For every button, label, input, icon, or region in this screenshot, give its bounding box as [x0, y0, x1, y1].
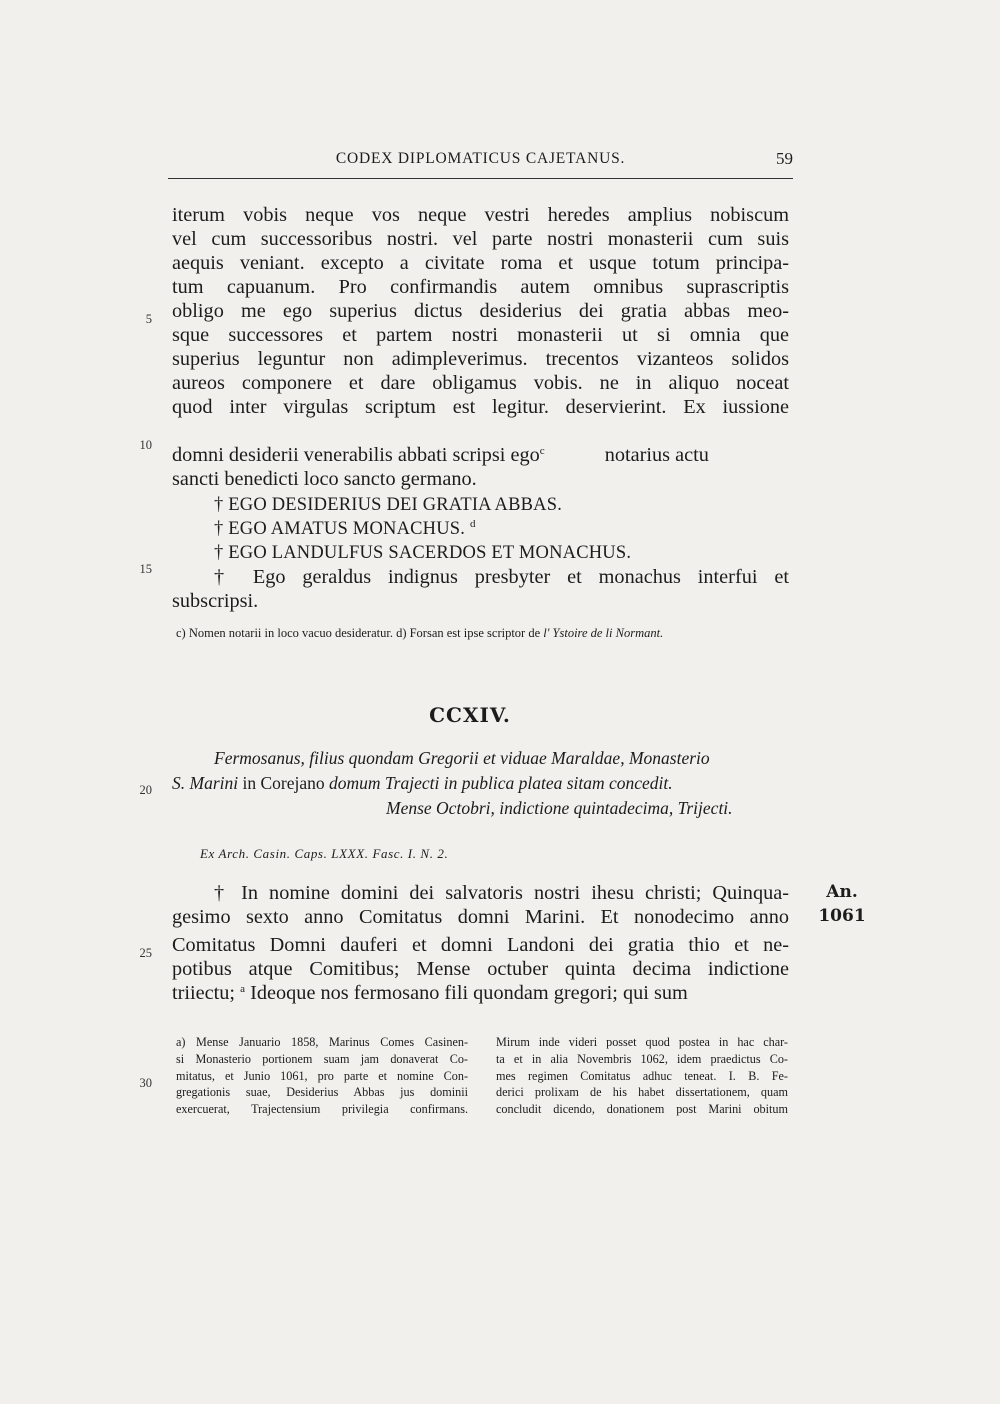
text-line: subscripsi.	[172, 590, 259, 612]
footnote-marker: d	[469, 518, 476, 530]
text-line: superius leguntur non adimpleverimus. trecentos vizanteos solidos	[172, 348, 789, 370]
text-segment: notarius actu	[604, 444, 709, 466]
text-segment: Ideoque nos fermosano fili quondam gregori; qui sum	[250, 982, 688, 1004]
subscription-line: † Ego geraldus indignus presbyter et monachus interfui et	[214, 566, 789, 588]
text-line: sancti benedicti loco sancto germano.	[172, 468, 477, 490]
running-header	[168, 148, 793, 179]
text-line: sque successores et partem nostri monasterii ut si omnia que	[172, 324, 789, 346]
footnote-line: exercuerat, Trajectensium privilegia confirmans.	[176, 1102, 468, 1117]
line-number: 10	[139, 438, 152, 452]
footnote-line: mitatus, et Junio 1061, pro parte et nomine Con-	[176, 1068, 468, 1083]
footnote-line: Mirum inde videri posset quod postea in hac char-	[496, 1035, 788, 1049]
line-number: 20	[139, 783, 152, 797]
page-number: 59	[776, 149, 793, 168]
footnote-column-left	[176, 1034, 468, 1135]
subscription-line: † EGO DESIDERIUS DEI GRATIA ABBAS.	[214, 495, 563, 515]
line-number: 15	[139, 562, 152, 576]
text-line: quod inter virgulas scriptum est legitur. deservierint. Ex iussione	[172, 396, 789, 418]
text-line: aequis veniant. excepto a civitate roma et usque totum principa-	[172, 252, 789, 274]
line-number: 30	[139, 1076, 152, 1090]
footnote-line: mes regimen Comitatus adhuc teneat. I. B. Fe-	[496, 1068, 788, 1083]
footnote-line: si Monasterio portionem suam jam donaverat Co-	[176, 1051, 468, 1066]
footnote-text: c) Nomen notarii in loco vacuo desideratur. d) Forsan est ipse scriptor de	[176, 626, 541, 640]
charter-number: CCXIV.	[429, 703, 511, 727]
footnote-line: a) Mense Januario 1858, Marinus Comes Casinen-	[176, 1035, 468, 1049]
text-line: Comitatus Domni dauferi et domni Landoni dei gratia thio et ne-	[172, 934, 789, 956]
text-line	[172, 419, 789, 443]
text-line: † In nomine domini dei salvatoris nostri ihesu christi; Quinqua-	[214, 882, 789, 904]
text-line: vel cum successoribus nostri. vel parte nostri monasterii cum suis	[172, 228, 789, 250]
summary-line: Fermosanus, filius quondam Gregorii et viduae Maraldae, Monasterio	[214, 748, 710, 768]
subscription-line	[214, 517, 831, 541]
footnote-title: l' Ystoire de li Normant.	[543, 626, 664, 640]
text-line: iterum vobis neque vos neque vestri heredes amplius nobiscum	[172, 204, 789, 226]
running-title: CODEX DIPLOMATICUS CAJETANUS.	[335, 150, 626, 167]
line-number: 5	[145, 312, 152, 326]
margin-year-value: 1061	[818, 906, 866, 926]
footnote-line: concludit dicendo, donationem post Marini obitum	[496, 1102, 788, 1117]
footnote-column-right	[496, 1034, 788, 1135]
summary-segment: domum Trajecti in publica platea sitam concedit.	[329, 773, 673, 793]
footnote-marker: c	[539, 445, 545, 457]
text-segment: triiectu;	[172, 982, 236, 1004]
text-line: aureos componere et dare obligamus vobis. ne in aliquo noceat	[172, 372, 789, 394]
date-line: Mense Octobri, indictione quintadecima, Trijecti.	[386, 798, 733, 818]
text-segment: † EGO AMATUS MONACHUS.	[214, 519, 466, 539]
text-line	[172, 443, 789, 467]
footnote-marker: a	[240, 983, 246, 995]
subscription-line: † EGO LANDULFUS SACERDOS ET MONACHUS.	[214, 543, 632, 563]
summary-line	[172, 773, 673, 794]
summary-segment: in Corejano	[242, 773, 325, 793]
footnote	[176, 626, 796, 641]
text-line: tum capuanum. Pro confirmandis autem omnibus suprascriptis	[172, 276, 789, 298]
text-line: obligo me ego superius dictus desiderius dei gratia abbas meo-	[172, 300, 789, 322]
footnote-line: ta et in alia Novembris 1062, idem praedictus Co-	[496, 1051, 788, 1066]
footnote-line: derici prolixam de his habet dissertationem, quam	[496, 1085, 788, 1100]
text-line: potibus atque Comitibus; Mense octuber quinta decima indictione	[172, 958, 789, 980]
footnote-line	[496, 1118, 788, 1135]
footnote-line: gregationis suae, Desiderius Abbas jus dominii	[176, 1085, 468, 1100]
summary-segment: S. Marini	[172, 773, 239, 793]
text-line: gesimo sexto anno Comitatus domni Marini. Et nonodecimo anno	[172, 906, 789, 928]
line-number: 25	[139, 946, 152, 960]
footnote-line	[176, 1118, 468, 1135]
archival-source: Ex Arch. Casin. Caps. LXXX. Fasc. I. N. 2.	[200, 846, 449, 861]
text-segment: domni desiderii venerabilis abbati scripsi ego	[172, 444, 540, 466]
margin-year-label: An.	[826, 882, 858, 902]
text-line	[172, 981, 789, 1005]
